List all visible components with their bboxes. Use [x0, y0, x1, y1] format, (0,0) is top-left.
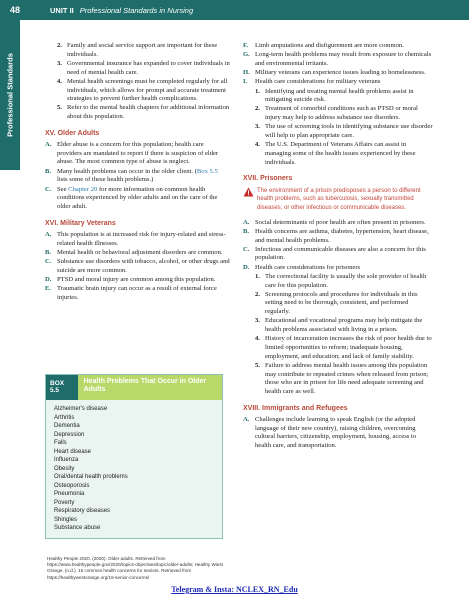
- side-section-tab-label: Professional Standards: [5, 53, 15, 137]
- list-item: 3. Governmental insurance has expanded to cover individuals in need of mental health care.: [57, 59, 230, 76]
- list-item: 2. Family and social service support are important for these individuals.: [57, 42, 218, 58]
- list-item: 5. Failure to address mental health issues among this population may contribute to repeated crimes when released from prison; those who are in prison for life need adequate screening and health care as well.: [255, 361, 429, 395]
- box-list-item: Poverty: [54, 499, 75, 506]
- box-list-item: Depression: [54, 431, 85, 438]
- list-item: I. Health care considerations for military veterans: [243, 78, 381, 86]
- box-list-item: Arthritis: [54, 414, 75, 421]
- box-list: [46, 400, 222, 538]
- list-item: E. Traumatic brain injury can occur as a result of external force injuries.: [45, 285, 217, 301]
- unit-title: Professional Standards in Nursing: [79, 5, 194, 15]
- list-item: F. Limb amputations and disfigurement are more common.: [243, 42, 404, 49]
- list-item: A. Elder abuse is a concern for this population; health care providers are mandated to report if there is suspicion of elder abuse. The most common type of abuse is neglect.: [45, 141, 219, 166]
- list-item: C. Substance use disorders with tobacco, alcohol, or other drugs and suicide are more common.: [45, 258, 230, 274]
- box-list-item: Respiratory diseases: [54, 508, 111, 515]
- box-list-item: Shingles: [54, 516, 78, 523]
- box-list-item: Influenza: [54, 457, 79, 464]
- box-5-5-link[interactable]: Box 5.5: [196, 167, 218, 175]
- side-section-tab: [0, 20, 20, 170]
- box-list-item: Osteoporosis: [54, 482, 90, 489]
- list-item: H. Military veterans can experience issues leading to homelessness.: [243, 69, 426, 77]
- box-list-item: Falls: [54, 440, 67, 447]
- box-tag: BOX 5.5: [46, 375, 78, 400]
- alert-text: The environment of a prison predisposes a person to different health problems, such as tuberculosis, sexually transmitted diseases, or other infectious or communicable diseases.: [257, 187, 421, 211]
- footer-watermark-link[interactable]: Telegram & Insta: NCLEX_RN_Edu: [171, 585, 298, 594]
- list-item: 5. Refer to the mental health chapters for additional information about this population.: [57, 104, 230, 121]
- list-item: 4. History of incarceration increases the risk of poor health due to limited opportunities to reform; inadequate housing, employment, and education; and lack of family stability.: [255, 335, 432, 360]
- list-item: 3. The use of screening tools in identifying substance use disorder will help to plan appropriate care.: [255, 123, 433, 140]
- box-source-citation: Healthy People 2020. (2020). Older adults. Retrieved from https://www.healthypeople.gov/2020/topics-objectives/topic/older-adults; Healthy Wiest Orange. (n.d.). 15 common health concerns for seniors. Retrieved from https://healthywestorange.org/15-senior-concerns/: [47, 556, 223, 580]
- left-column: [45, 42, 230, 303]
- box-list-item: Substance abuse: [54, 525, 101, 532]
- list-item: A. Social determinants of poor health are often present in prisoners.: [243, 218, 426, 226]
- box-5-5: [45, 374, 223, 539]
- list-item: 4. Mental health screenings must be completed regularly for all individuals, which allows for prompt and accurate treatment strategies to prevent further health complications.: [57, 77, 228, 103]
- list-item: 2. Screening protocols and procedures for individuals in this setting need to be thorough, consistent, and performed regularly.: [255, 290, 418, 316]
- box-list-item: Pneumonia: [54, 491, 85, 498]
- unit-label: UNIT II: [50, 5, 74, 15]
- list-item: G. Long-term health problems may result from exposure to chemicals and environmental irritants.: [243, 51, 432, 67]
- chapter-20-link[interactable]: Chapter 20: [68, 185, 98, 193]
- list-item: A. This population is at increased risk for injury-related and stress-related health illnesses.: [45, 230, 226, 247]
- list-item: 2. Treatment of comorbid conditions such as PTSD or moral injury may help to address substance use disorders.: [255, 105, 418, 122]
- list-item: B. Health concerns are asthma, diabetes, hypertension, heart disease, and mental health problems.: [243, 227, 429, 244]
- right-column: [243, 42, 433, 451]
- section-heading-military-veterans: XVI. Military Veterans: [45, 219, 116, 227]
- section-heading-prisoners: XVII. Prisoners: [243, 175, 293, 183]
- box-title: Health Problems That Occur in Older Adults: [83, 378, 207, 394]
- list-item: B. Many health problems can occur in the older client. (Box 5.5 lists some of these health problems.): [45, 167, 218, 184]
- list-item: 3. Educational and vocational programs may help mitigate the health problems associated with living in a prison.: [255, 317, 423, 334]
- page-header-bar: [0, 0, 469, 20]
- box-list-item: Oral/dental health problems: [54, 474, 128, 481]
- box-list-item: Alzheimer's disease: [54, 406, 108, 412]
- list-item: 1. Identifying and treating mental health problems assist in mitigating suicide risk.: [255, 87, 414, 104]
- list-item: C. See Chapter 20 for more information on common health conditions experienced by older adults and on the care of the older adult.: [45, 185, 218, 210]
- section-heading-immigrants: XVIII. Immigrants and Refugees: [243, 404, 348, 412]
- box-header: [46, 375, 222, 400]
- warning-triangle-icon: [243, 187, 257, 213]
- list-item: B. Mental health or behavioral adjustment disorders are common.: [45, 248, 223, 256]
- list-item: 1. The correctional facility is usually the sole provider of health care for this population.: [255, 272, 427, 289]
- list-item: A. Challenges include learning to speak English (or the adopted language of their new country), raising children, overcoming cultural barriers, citizenship, employment, housing, access to health care, and transportation.: [243, 415, 417, 450]
- list-item: D. Health care considerations for prisoners: [243, 263, 361, 271]
- box-list-item: Heart disease: [54, 448, 92, 455]
- list-item: D. PTSD and moral injury are common among this population.: [45, 275, 216, 283]
- list-item: 4. The U.S. Department of Veterans Affairs can assist in managing some of the health issues experienced by these individuals.: [255, 141, 416, 166]
- section-heading-older-adults: XV. Older Adults: [45, 129, 100, 137]
- page-number: 48: [9, 5, 20, 15]
- box-list-item: Dementia: [54, 423, 80, 430]
- priority-alert: [243, 187, 433, 213]
- box-list-item: Obesity: [54, 465, 75, 472]
- list-item: C. Infectious and communicable diseases are also a concern for this population.: [243, 245, 426, 262]
